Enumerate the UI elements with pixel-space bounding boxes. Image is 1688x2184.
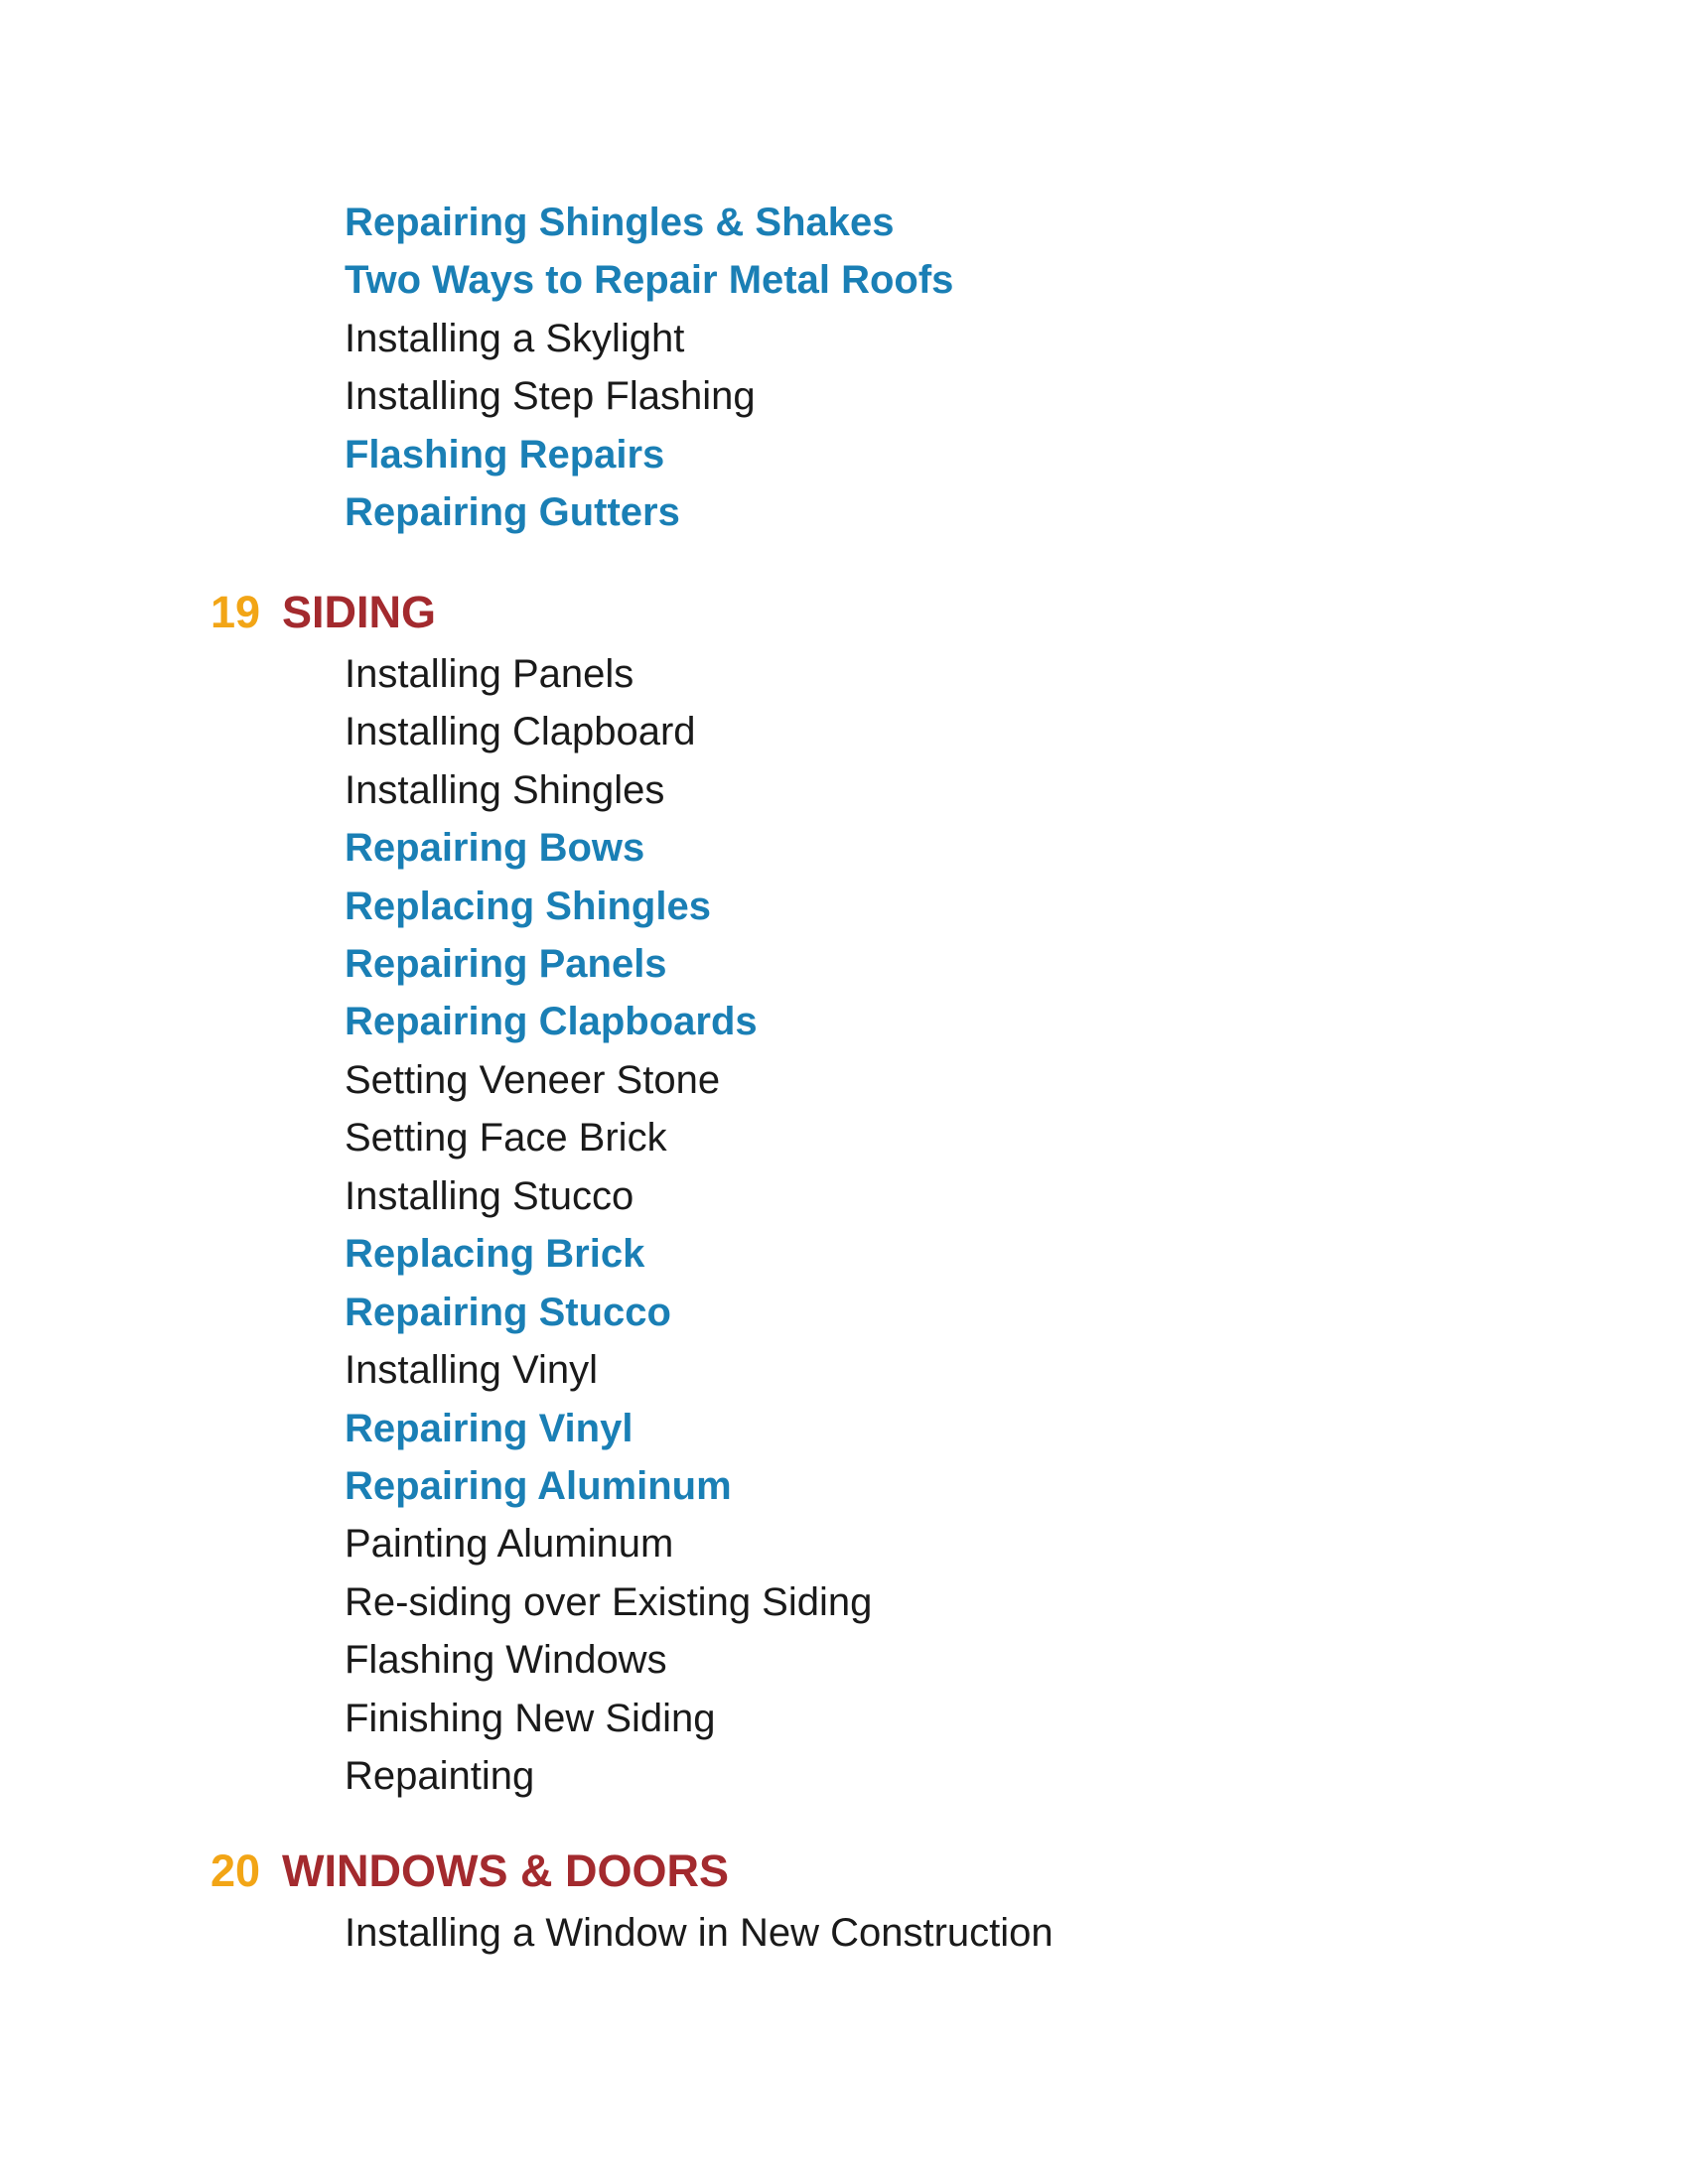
toc-entry: Installing a Window in New Construction: [345, 1911, 1054, 1955]
chapter-heading-siding: [211, 582, 436, 643]
toc-entry[interactable]: Repairing Gutters: [345, 490, 680, 534]
toc-entry: Installing Clapboard: [345, 710, 696, 753]
toc-entry: Setting Face Brick: [345, 1116, 667, 1160]
chapter-number: 20: [211, 1845, 261, 1896]
toc-entry: Finishing New Siding: [345, 1697, 716, 1740]
toc-entry[interactable]: Repairing Shingles & Shakes: [345, 201, 895, 244]
toc-entry[interactable]: Repairing Aluminum: [345, 1464, 732, 1508]
toc-entry[interactable]: Repairing Bows: [345, 826, 645, 870]
toc-entry[interactable]: Replacing Brick: [345, 1232, 645, 1276]
toc-entry[interactable]: Repairing Clapboards: [345, 1000, 758, 1043]
chapter-title: SIDING: [282, 587, 437, 637]
toc-entry: Installing Vinyl: [345, 1348, 598, 1392]
chapter-title: WINDOWS & DOORS: [282, 1845, 729, 1896]
toc-entry: Setting Veneer Stone: [345, 1058, 721, 1102]
toc-entry: Painting Aluminum: [345, 1522, 674, 1566]
toc-entry[interactable]: Flashing Repairs: [345, 433, 665, 477]
toc-entry[interactable]: Repairing Vinyl: [345, 1407, 633, 1450]
chapter-number: 19: [211, 587, 261, 637]
toc-entry: Installing Shingles: [345, 768, 665, 812]
toc-entry: Re-siding over Existing Siding: [345, 1580, 873, 1624]
chapter-heading-windows-doors: [211, 1841, 729, 1902]
toc-entry: Installing a Skylight: [345, 317, 685, 360]
toc-entry[interactable]: Repairing Panels: [345, 942, 667, 986]
toc-entry: Flashing Windows: [345, 1638, 667, 1682]
toc-entry[interactable]: Two Ways to Repair Metal Roofs: [345, 258, 954, 302]
toc-entry[interactable]: Repairing Stucco: [345, 1291, 671, 1334]
toc-entry: Repainting: [345, 1754, 535, 1798]
toc-entry: Installing Step Flashing: [345, 374, 756, 418]
toc-entry[interactable]: Replacing Shingles: [345, 885, 711, 928]
toc-entry: Installing Panels: [345, 652, 634, 696]
toc-entry: Installing Stucco: [345, 1174, 634, 1218]
